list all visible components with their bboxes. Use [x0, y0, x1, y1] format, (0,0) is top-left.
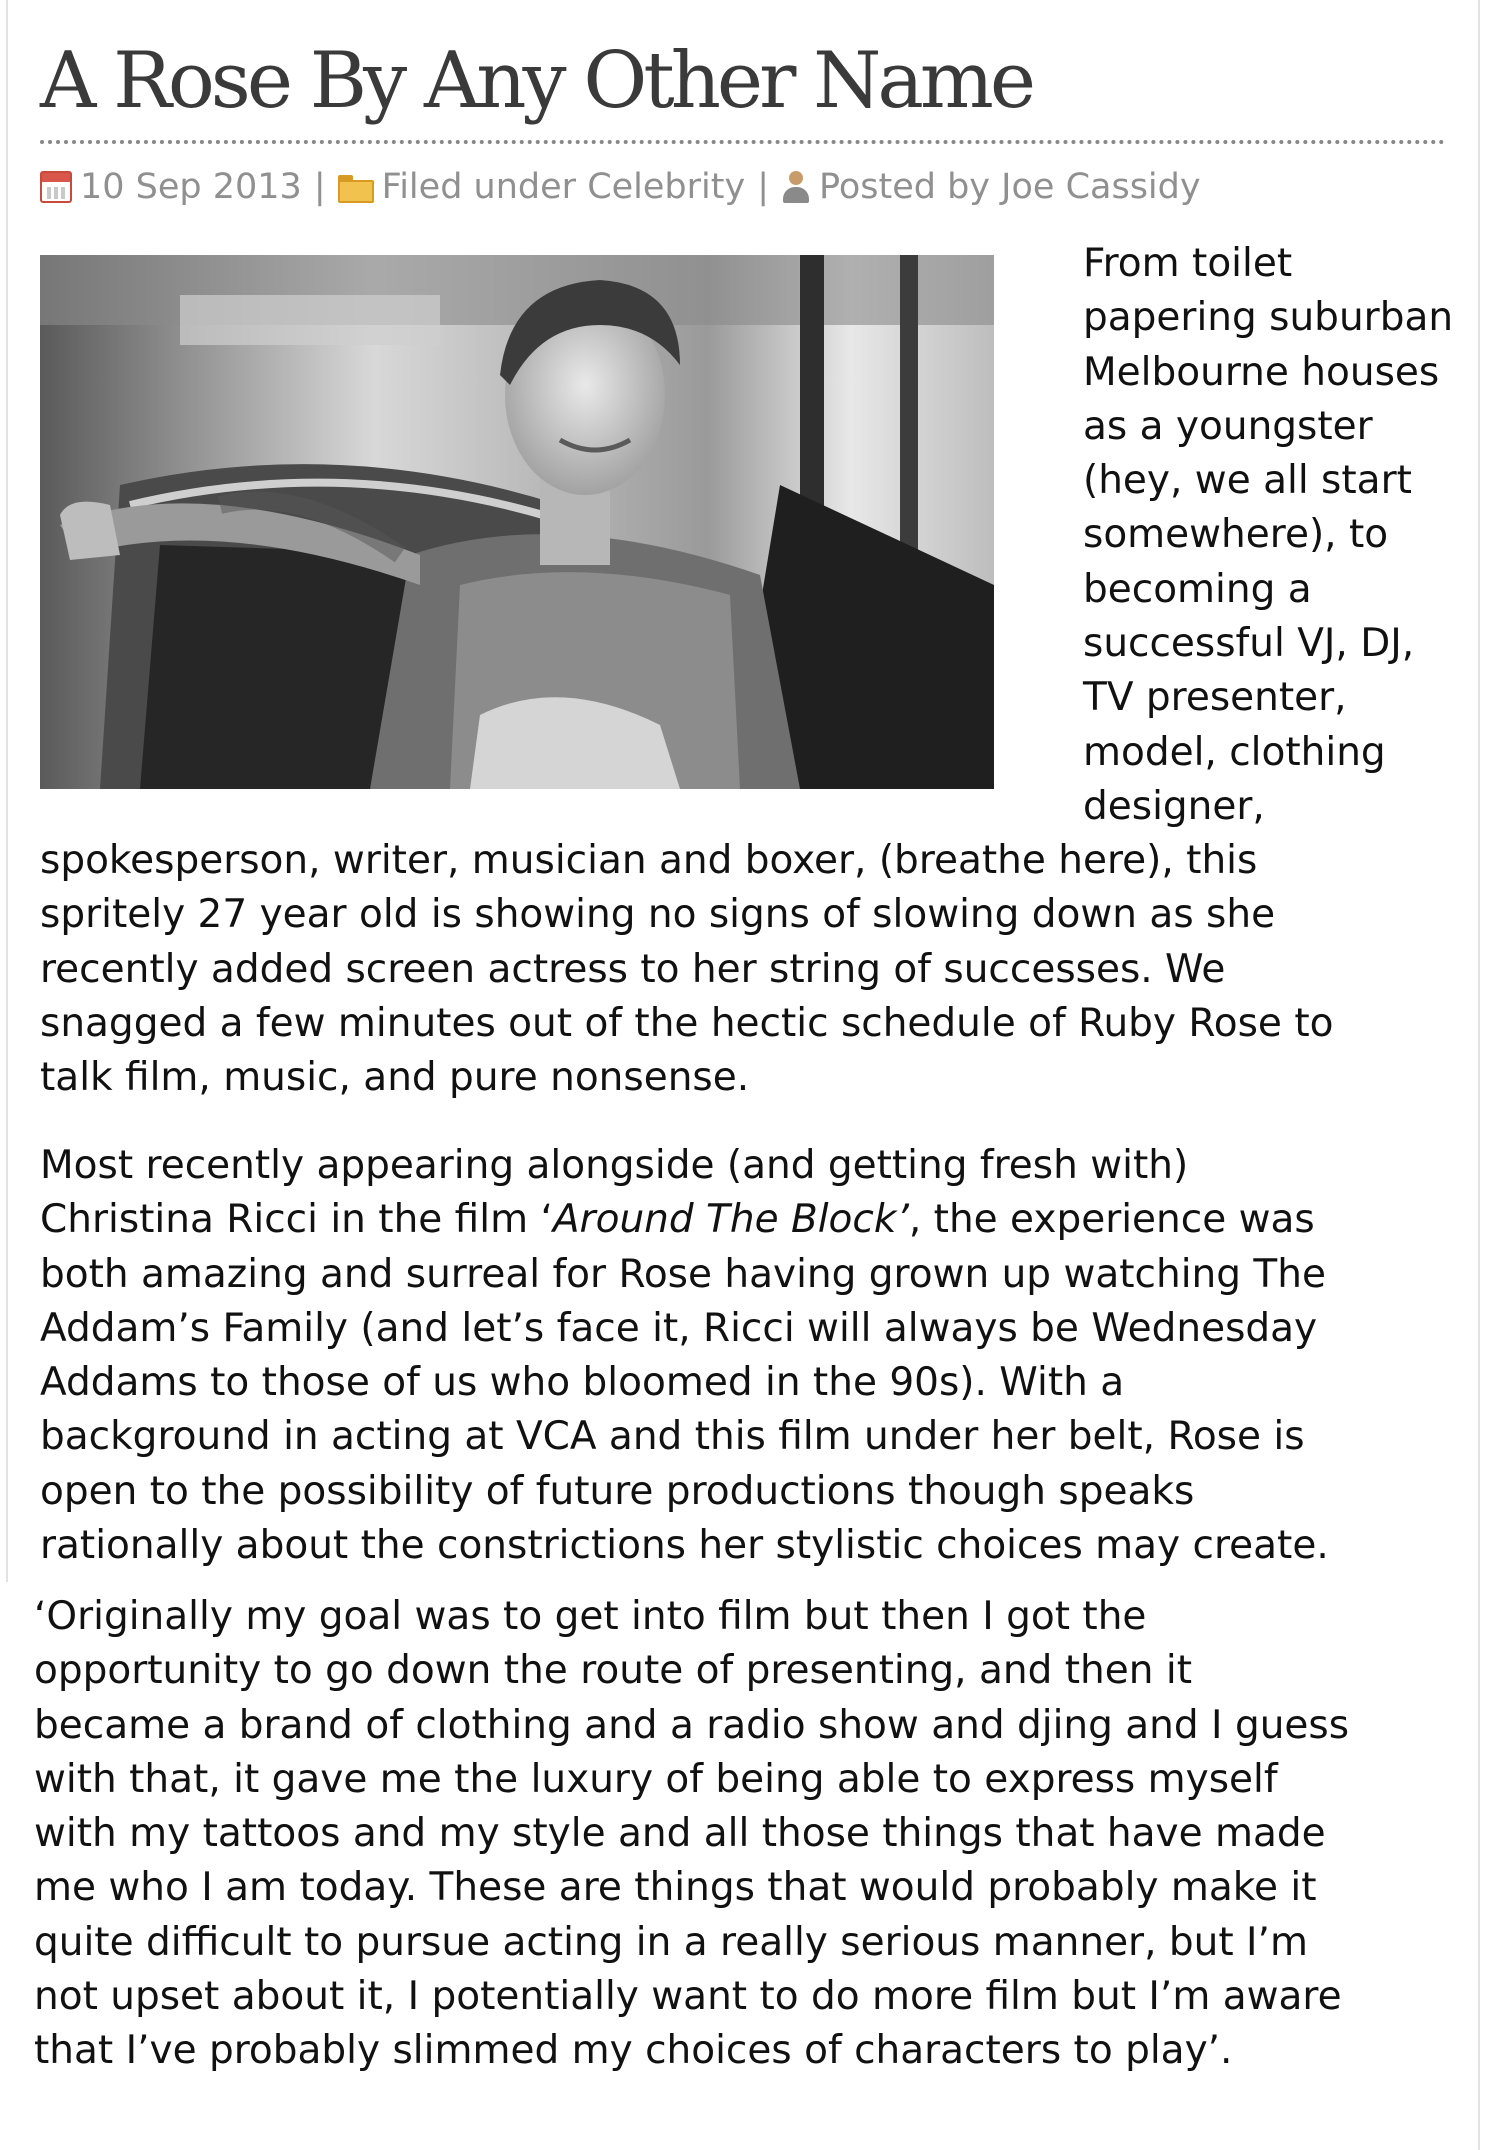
text-line: spokesperson, writer, musician and boxer, (breathe here), this: [40, 838, 1258, 883]
text-line: not upset about it, I potentially want to do more film but I’m aware: [34, 1974, 1342, 2020]
post-date: 10 Sep 2013: [80, 167, 302, 207]
text-line: [40, 1193, 1460, 1247]
text-line: Most recently appearing alongside (and getting fresh with): [40, 1143, 1189, 1188]
text-line: (hey, we all start: [1083, 458, 1412, 504]
quote-paragraph: [34, 1590, 1474, 2079]
text-segment: , the experience was: [908, 1197, 1315, 1243]
user-icon: [781, 171, 811, 203]
text-line: snagged a few minutes out of the hectic schedule of Ruby Rose to: [40, 1000, 1334, 1046]
meta-separator: |: [313, 167, 326, 207]
text-line: rationally about the constrictions her stylistic choices may create.: [40, 1523, 1329, 1569]
text-line: quite difficult to pursue acting in a really serious manner, but I’m: [34, 1919, 1308, 1965]
author-prefix: Posted by: [818, 167, 991, 207]
category-link[interactable]: Celebrity: [587, 167, 746, 207]
text-line: designer,: [1083, 783, 1265, 829]
article-title[interactable]: A Rose By Any Other Name: [40, 36, 1033, 126]
text-line: somewhere), to: [1083, 512, 1389, 558]
text-segment: Christina Ricci in the film ‘: [40, 1197, 553, 1243]
text-line: Melbourne houses: [1083, 349, 1440, 395]
text-line: ‘Originally my goal was to get into film but then I got the: [34, 1594, 1147, 1639]
text-line: papering suburban: [1083, 295, 1454, 341]
text-line: that I’ve probably slimmed my choices of characters to play’.: [34, 2028, 1233, 2074]
article-photo[interactable]: [40, 255, 994, 789]
author-link[interactable]: Joe Cassidy: [1001, 167, 1201, 207]
intro-paragraph-continued: [40, 834, 1460, 1105]
text-line: talk film, music, and pure nonsense.: [40, 1055, 750, 1101]
text-line: model, clothing: [1083, 729, 1386, 775]
text-line: Addams to those of us who bloomed in the 90s). With a: [40, 1360, 1125, 1406]
text-line: TV presenter,: [1083, 675, 1347, 721]
text-line: background in acting at VCA and this film under her belt, Rose is: [40, 1414, 1305, 1460]
text-line: with my tattoos and my style and all those things that have made: [34, 1811, 1326, 1857]
text-line: becoming a: [1083, 566, 1312, 612]
text-line: both amazing and surreal for Rose having grown up watching The: [40, 1251, 1326, 1297]
text-line: Addam’s Family (and let’s face it, Ricci will always be Wednesday: [40, 1305, 1318, 1351]
meta-separator: |: [757, 167, 769, 207]
second-paragraph: [40, 1139, 1460, 1573]
text-line: open to the possibility of future productions though speaks: [40, 1468, 1195, 1514]
text-line: me who I am today. These are things that would probably make it: [34, 1865, 1317, 1911]
text-line: From toilet: [1083, 241, 1293, 286]
calendar-icon: [40, 171, 72, 203]
folder-icon: [338, 175, 374, 203]
text-line: spritely 27 year old is showing no signs of slowing down as she: [40, 892, 1276, 938]
intro-float-text: [1083, 237, 1488, 834]
category-prefix: Filed under: [381, 167, 577, 207]
text-line: became a brand of clothing and a radio show and djing and I guess: [34, 1702, 1350, 1748]
text-line: with that, it gave me the luxury of being able to express myself: [34, 1756, 1278, 1802]
text-line: as a youngster: [1083, 403, 1373, 449]
text-line: recently added screen actress to her string of successes. We: [40, 946, 1226, 992]
post-meta: [40, 165, 1201, 209]
text-line: opportunity to go down the route of presenting, and then it: [34, 1648, 1192, 1694]
photo-illustration: [40, 255, 994, 789]
text-line: successful VJ, DJ,: [1083, 621, 1415, 667]
title-divider: [40, 140, 1445, 144]
film-title: Around The Block’: [552, 1197, 909, 1243]
